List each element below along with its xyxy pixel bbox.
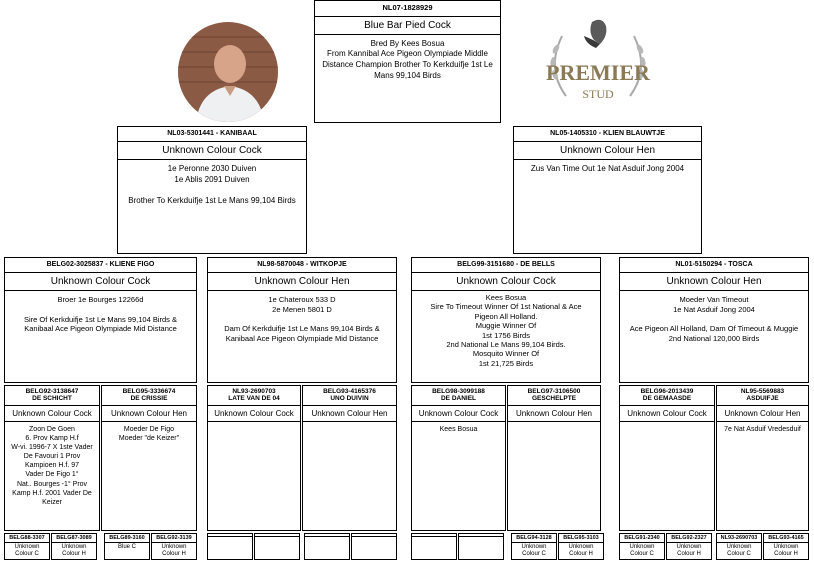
gen5-colour (352, 537, 396, 539)
gen5-box-3 (151, 533, 197, 560)
gen4-colour: Unknown Colour Hen (303, 406, 396, 422)
gen4-box-3 (302, 385, 397, 531)
gen3-ring: NL98-5870048 - WITKOPJE (208, 258, 396, 273)
gen4-notes: 7e Nat Asduif Vredesduif (724, 425, 801, 433)
gen4-ring: BELG97-3106500 (527, 388, 581, 395)
sire-notes: 1e Peronne 2030 Duiven 1e Ablis 2091 Duiven Brother To Kerkduifje 1st Le Mans 99,104 Birds (128, 164, 296, 206)
subject-box (314, 0, 501, 123)
gen5-colour: Unknown Colour C (521, 544, 547, 558)
gen3-colour: Unknown Colour Cock (412, 273, 600, 291)
gen5-ring: BELG95-3103 (559, 534, 603, 543)
gen4-ring: BELG98-3099188 (432, 388, 485, 395)
gen5-box-9 (458, 533, 504, 560)
gen5-box-6 (304, 533, 350, 560)
sire-box (117, 126, 307, 254)
gen4-name: UNO DUIVIN (330, 395, 369, 403)
gen4-colour: Unknown Colour Hen (102, 406, 196, 422)
gen5-box-15 (763, 533, 809, 560)
gen4-colour: Unknown Colour Hen (508, 406, 600, 422)
gen4-colour: Unknown Colour Cock (208, 406, 300, 422)
gen5-box-2 (104, 533, 150, 560)
gen3-notes: Broer 1e Bourges 12266d Sire Of Kerkduifje 1st Le Mans 99,104 Birds & Kanibaal Ace Pigeon Olympiade Mid Distance (24, 295, 177, 334)
gen4-ring: BELG95-3336674 (122, 388, 176, 395)
gen4-box-7 (716, 385, 809, 531)
gen4-notes (303, 422, 396, 428)
subject-colour: Blue Bar Pied Cock (315, 17, 500, 35)
gen4-name: DE CRISSIE (130, 395, 168, 403)
dam-notes: Zus Van Time Out 1e Nat Asduif Jong 2004 (530, 164, 685, 174)
dam-colour: Unknown Colour Hen (514, 142, 701, 160)
gen5-ring: BELG92-3139 (152, 534, 196, 543)
gen5-colour: Unknown Colour H (161, 544, 187, 558)
gen3-notes: 1e Chateroux 533 D 2e Menen 5801 D Dam Of Kerkduifje 1st Le Mans 99,104 Birds & Kanibaal Ace Pigeon Olympiade Mid Distance (224, 295, 380, 344)
gen4-name: DE SCHICHT (32, 395, 72, 403)
gen5-colour (208, 537, 252, 539)
gen5-ring: BELG94-3128 (512, 534, 556, 543)
gen3-box-0 (4, 257, 197, 383)
gen3-box-3 (619, 257, 809, 383)
gen5-colour: Unknown Colour C (629, 544, 655, 558)
svg-text:STUD: STUD (582, 87, 614, 101)
gen4-colour: Unknown Colour Cock (620, 406, 714, 422)
gen5-colour: Blue C (117, 544, 136, 551)
gen5-ring: BELG89-3160 (105, 534, 149, 543)
gen3-ring: NL01-5150294 - TOSCA (620, 258, 808, 273)
gen5-colour: Unknown Colour H (61, 544, 87, 558)
gen5-box-8 (411, 533, 457, 560)
gen4-notes: Kees Bosua (439, 425, 478, 433)
gen5-colour: Unknown Colour H (676, 544, 702, 558)
gen3-colour: Unknown Colour Hen (208, 273, 396, 291)
gen5-box-5 (254, 533, 300, 560)
gen5-ring: BELG92-2327 (667, 534, 711, 543)
gen5-colour: Unknown Colour H (773, 544, 799, 558)
gen5-box-10 (511, 533, 557, 560)
gen4-box-4 (411, 385, 506, 531)
gen5-box-13 (666, 533, 712, 560)
gen5-box-1 (51, 533, 97, 560)
gen4-notes: Zoon De Goen 6. Prov Kamp H.f W-vi. 1996-7 X 1ste Vader De Favouri 1 Prov Kampioen H.f. 97 Vader De Figo 1° Nat.. Bourges -1° Prov Kamp H.f. 2001 Vader De Keizer (11, 425, 93, 506)
gen4-name: GESCHELPTE (531, 395, 577, 403)
gen4-notes (620, 422, 714, 428)
gen3-colour: Unknown Colour Cock (5, 273, 196, 291)
gen5-ring: BELG93-4165 (764, 534, 808, 543)
gen5-box-7 (351, 533, 397, 560)
gen4-name: DE GEMAASDE (642, 395, 692, 403)
gen4-notes: Moeder De Figo Moeder "de Keizer" (118, 425, 180, 443)
dam-ring: NL05-1405310 - KLIEN BLAUWTJE (514, 127, 701, 142)
gen5-ring: NL93-2690703 (717, 534, 761, 543)
gen3-colour: Unknown Colour Hen (620, 273, 808, 291)
gen4-ring: BELG92-3138647 (25, 388, 79, 395)
gen5-colour: Unknown Colour H (568, 544, 594, 558)
gen5-colour: Unknown Colour C (14, 544, 40, 558)
gen4-box-2 (207, 385, 301, 531)
gen3-box-2 (411, 257, 601, 383)
subject-notes: Bred By Kees Bosua From Kannibal Ace Pigeon Olympiade Middle Distance Champion Brother To Kerkduifje 1st Le Mans 99,104 Birds (322, 38, 493, 81)
gen4-name: DE DANIEL (440, 395, 477, 403)
gen4-ring: NL95-5569883 (740, 388, 785, 395)
gen5-box-14 (716, 533, 762, 560)
svg-text:PREMIER: PREMIER (546, 60, 650, 85)
gen3-ring: BELG99-3151680 - DE BELLS (412, 258, 600, 273)
gen5-box-0 (4, 533, 50, 560)
gen5-colour (459, 537, 503, 539)
gen4-name: LATE VAN DE 04 (228, 395, 280, 403)
gen5-ring: BELG88-3307 (5, 534, 49, 543)
gen5-box-12 (619, 533, 665, 560)
subject-ring: NL07-1828929 (315, 1, 500, 17)
gen3-notes: Moeder Van Timeout 1e Nat Asduif Jong 2004 Ace Pigeon All Holland, Dam Of Timeout & Muggie 2nd National 120,000 Birds (629, 295, 799, 344)
gen4-ring: NL93-2690703 (232, 388, 276, 395)
gen5-colour (412, 537, 456, 539)
gen4-box-0 (4, 385, 100, 531)
gen4-name: ASDUIFJE (746, 395, 779, 403)
gen5-colour: Unknown Colour C (726, 544, 752, 558)
gen3-box-1 (207, 257, 397, 383)
sire-colour: Unknown Colour Cock (118, 142, 306, 160)
gen5-ring: BELG87-3089 (52, 534, 96, 543)
gen3-notes: Kees Bosua Sire To Timeout Winner Of 1st National & Ace Pigeon All Holland. Muggie Winner Of 1st 1756 Birds 2nd National Le Mans 99,104 Birds. Mosquito Winner Of 1st 21,725 Birds (430, 293, 582, 368)
premier-stud-logo (536, 14, 660, 114)
gen3-ring: BELG02-3025837 - KLIENE FIGO (5, 258, 196, 273)
sire-ring: NL03-5301441 - KANIBAAL (118, 127, 306, 142)
gen5-colour (305, 537, 349, 539)
gen5-ring: BELG91-2340 (620, 534, 664, 543)
gen4-colour: Unknown Colour Cock (412, 406, 505, 422)
gen4-colour: Unknown Colour Cock (5, 406, 99, 422)
gen5-box-11 (558, 533, 604, 560)
breeder-photo (178, 22, 278, 122)
gen4-notes (508, 422, 600, 428)
gen4-colour: Unknown Colour Hen (717, 406, 808, 422)
gen4-box-5 (507, 385, 601, 531)
gen4-box-6 (619, 385, 715, 531)
dam-box (513, 126, 702, 254)
gen4-ring: BELG93-4165376 (323, 388, 376, 395)
gen4-box-1 (101, 385, 197, 531)
gen5-box-4 (207, 533, 253, 560)
gen4-notes (208, 422, 300, 428)
gen5-colour (255, 537, 299, 539)
gen4-ring: BELG96-2013439 (640, 388, 694, 395)
